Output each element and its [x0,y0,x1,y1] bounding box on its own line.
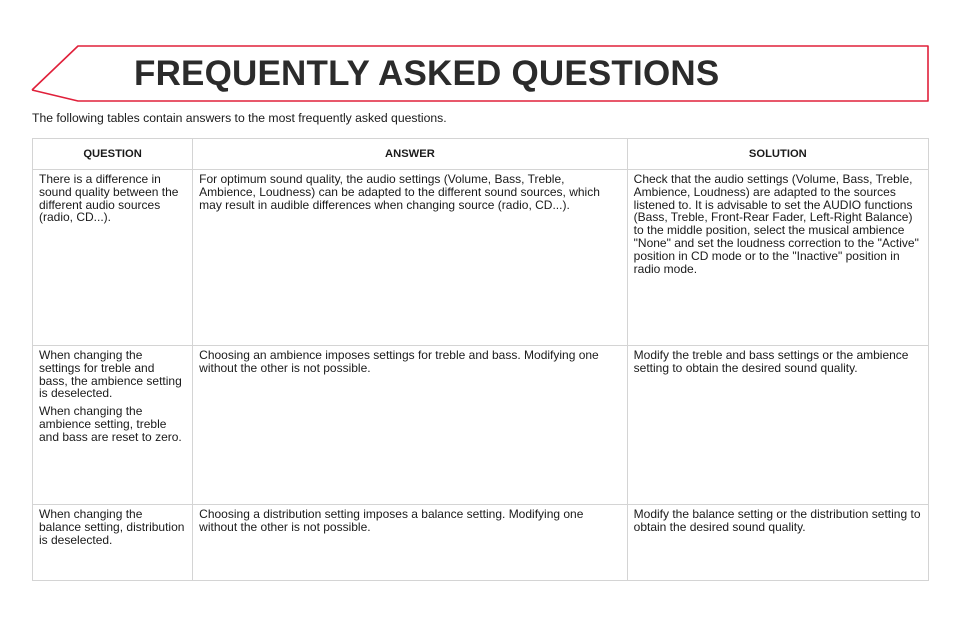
question-text: When changing the ambience setting, treble and bass are reset to zero. [39,404,182,444]
answer-cell: Choosing an ambience imposes settings for treble and bass. Modifying one without the other is not possible. [193,346,627,505]
answer-cell: For optimum sound quality, the audio settings (Volume, Bass, Treble, Ambience, Loudness) can be adapted to the different sound sources, which may result in audible differences when changing source (radio, CD...). [193,170,627,346]
question-text: There is a difference in sound quality between the different audio sources (radio, CD...). [39,172,179,225]
header-banner [0,0,960,110]
question-cell [33,170,193,346]
question-text: When changing the balance setting, distribution is deselected. [39,507,185,547]
table-row [33,505,929,581]
header-question: QUESTION [33,139,193,170]
solution-cell: Modify the treble and bass settings or the ambience setting to obtain the desired sound quality. [627,346,928,505]
question-cell [33,505,193,581]
faq-table [32,138,929,581]
page-title: FREQUENTLY ASKED QUESTIONS [134,54,720,93]
intro-text: The following tables contain answers to the most frequently asked questions. [32,111,447,125]
solution-cell: Check that the audio settings (Volume, Bass, Treble, Ambience, Loudness) are adapted to the sources listened to. It is advisable to set the AUDIO functions (Bass, Treble, Front-Rear Fader, Left-Right Balance) to the middle position, select the musical ambience "None" and set the loudness correction to the "Active" position in CD mode or to the "Inactive" position in radio mode. [627,170,928,346]
header-answer: ANSWER [193,139,627,170]
header-solution: SOLUTION [627,139,928,170]
table-row [33,346,929,505]
question-text: When changing the settings for treble and bass, the ambience setting is deselected. [39,348,182,401]
table-row [33,170,929,346]
table-header-row [33,139,929,170]
solution-cell: Modify the balance setting or the distribution setting to obtain the desired sound quality. [627,505,928,581]
answer-cell: Choosing a distribution setting imposes a balance setting. Modifying one without the other is not possible. [193,505,627,581]
question-cell [33,346,193,505]
